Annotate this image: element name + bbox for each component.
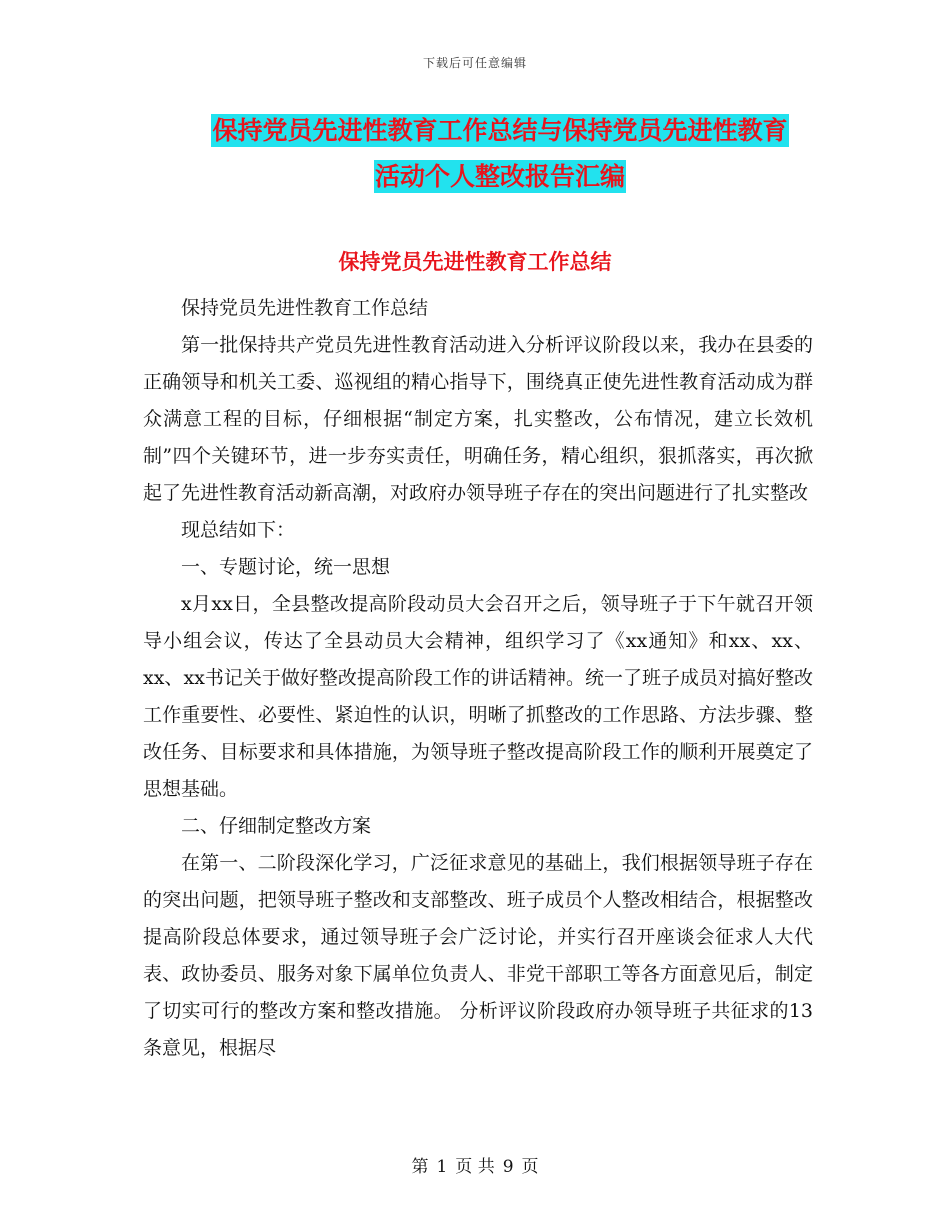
paragraph: x月xx日，全县整改提高阶段动员大会召开之后，领导班子于下午就召开领导小组会议，传达了全县动员大会精神，组织学习了《xx通知》和xx、xx、xx、xx书记关于做好整改提高阶段工作的讲话精神。统一了班子成员对搞好整改工作重要性、必要性、紧迫性的认识，明晰了抓整改的工作思路、方法步骤、整改任务、目标要求和具体措施，为领导班子整改提高阶段工作的顺利开展奠定了思想基础。 <box>143 593 813 800</box>
page-footer <box>0 1152 950 1177</box>
total-pages-number: 9 <box>502 1157 514 1177</box>
paragraph: 保持党员先进性教育工作总结 <box>181 297 429 319</box>
paragraph: 一、专题讨论，统一思想 <box>181 556 391 578</box>
paragraph: 第一批保持共产党员先进性教育活动进入分析评议阶段以来，我办在县委的正确领导和机关工委、巡视组的精心指导下，围绕真正使先进性教育活动成为群众满意工程的目标，仔细根据“制定方案，扎实整改，公布情况，建立长效机制”四个关键环节，进一步夯实责任，明确任务，精心组织，狠抓落实，再次掀起了先进性教育活动新高潮，对政府办领导班子存在的突出问题进行了扎实整改 <box>143 334 813 504</box>
current-page-number: 1 <box>436 1157 448 1177</box>
paragraph: 现总结如下： <box>181 519 296 541</box>
section-title: 保持党员先进性教育工作总结 <box>338 250 612 274</box>
document-title-line-1: 保持党员先进性教育工作总结与保持党员先进性教育 <box>212 116 788 145</box>
document-body <box>143 290 813 1067</box>
footer-prefix: 第 <box>411 1157 429 1177</box>
header-note: 下载后可任意编辑 <box>422 56 527 70</box>
paragraph: 在第一、二阶段深化学习，广泛征求意见的基础上，我们根据领导班子存在的突出问题，把领导班子整改和支部整改、班子成员个人整改相结合，根据整改提高阶段总体要求，通过领导班子会广泛讨论，并实行召开座谈会征求人大代表、政协委员、服务对象下属单位负责人、非党干部职工等各方面意见后，制定了切实可行的整改方案和整改措施。 分析评议阶段政府办领导班子共征求的13条意见，根据尽 <box>143 852 813 1059</box>
paragraph: 二、仔细制定整改方案 <box>181 815 372 837</box>
footer-suffix: 页 <box>521 1157 539 1177</box>
document-title <box>140 108 860 200</box>
footer-middle: 页 共 <box>455 1157 495 1177</box>
document-title-line-2: 活动个人整改报告汇编 <box>374 162 625 191</box>
